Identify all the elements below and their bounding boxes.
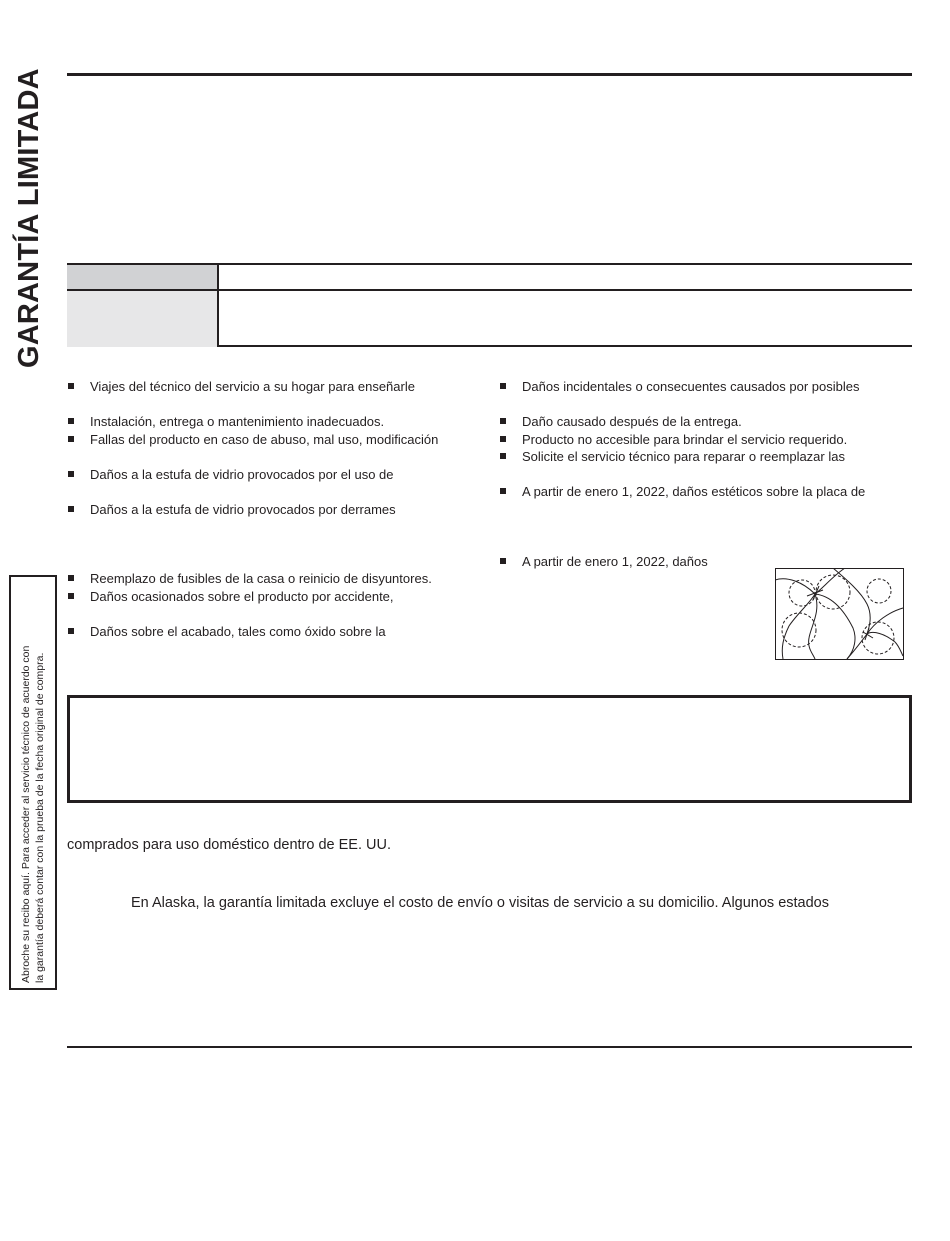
bullet-square-icon xyxy=(500,418,506,424)
bullet-square-icon xyxy=(68,383,74,389)
receipt-attach-box xyxy=(9,575,57,990)
bullet-square-icon xyxy=(500,453,506,459)
table-header-cell xyxy=(67,265,217,289)
bullet-square-icon xyxy=(500,488,506,494)
bullet-square-icon xyxy=(68,575,74,581)
body-paragraph: En Alaska, la garantía limitada excluye el costo de envío o visitas de servicio a su domicilio. Algunos estados xyxy=(131,895,829,911)
table-divider xyxy=(217,265,219,347)
bullet-square-icon xyxy=(500,558,506,564)
bullet-square-icon xyxy=(68,471,74,477)
bullet-square-icon xyxy=(68,506,74,512)
body-paragraph: comprados para uso doméstico dentro de EE. UU. xyxy=(67,837,391,853)
cooktop-crack-illustration xyxy=(775,568,904,660)
bullet-square-icon xyxy=(68,436,74,442)
bullet-square-icon xyxy=(500,383,506,389)
notice-box xyxy=(67,695,912,803)
bullet-square-icon xyxy=(68,628,74,634)
bullet-square-icon xyxy=(68,593,74,599)
page-title: GARANTÍA LIMITADA xyxy=(13,68,45,368)
table-divider xyxy=(67,289,912,291)
table-label-cell xyxy=(67,291,217,347)
coverage-table xyxy=(67,263,912,347)
bottom-rule xyxy=(67,1046,912,1048)
bullet-square-icon xyxy=(68,418,74,424)
top-rule xyxy=(67,73,912,76)
receipt-instructions: Abroche su recibo aquí. Para acceder al servicio técnico de acuerdo con la garantía deberá contar con la prueba de la fecha original de compra. xyxy=(20,645,46,983)
bullet-square-icon xyxy=(500,436,506,442)
